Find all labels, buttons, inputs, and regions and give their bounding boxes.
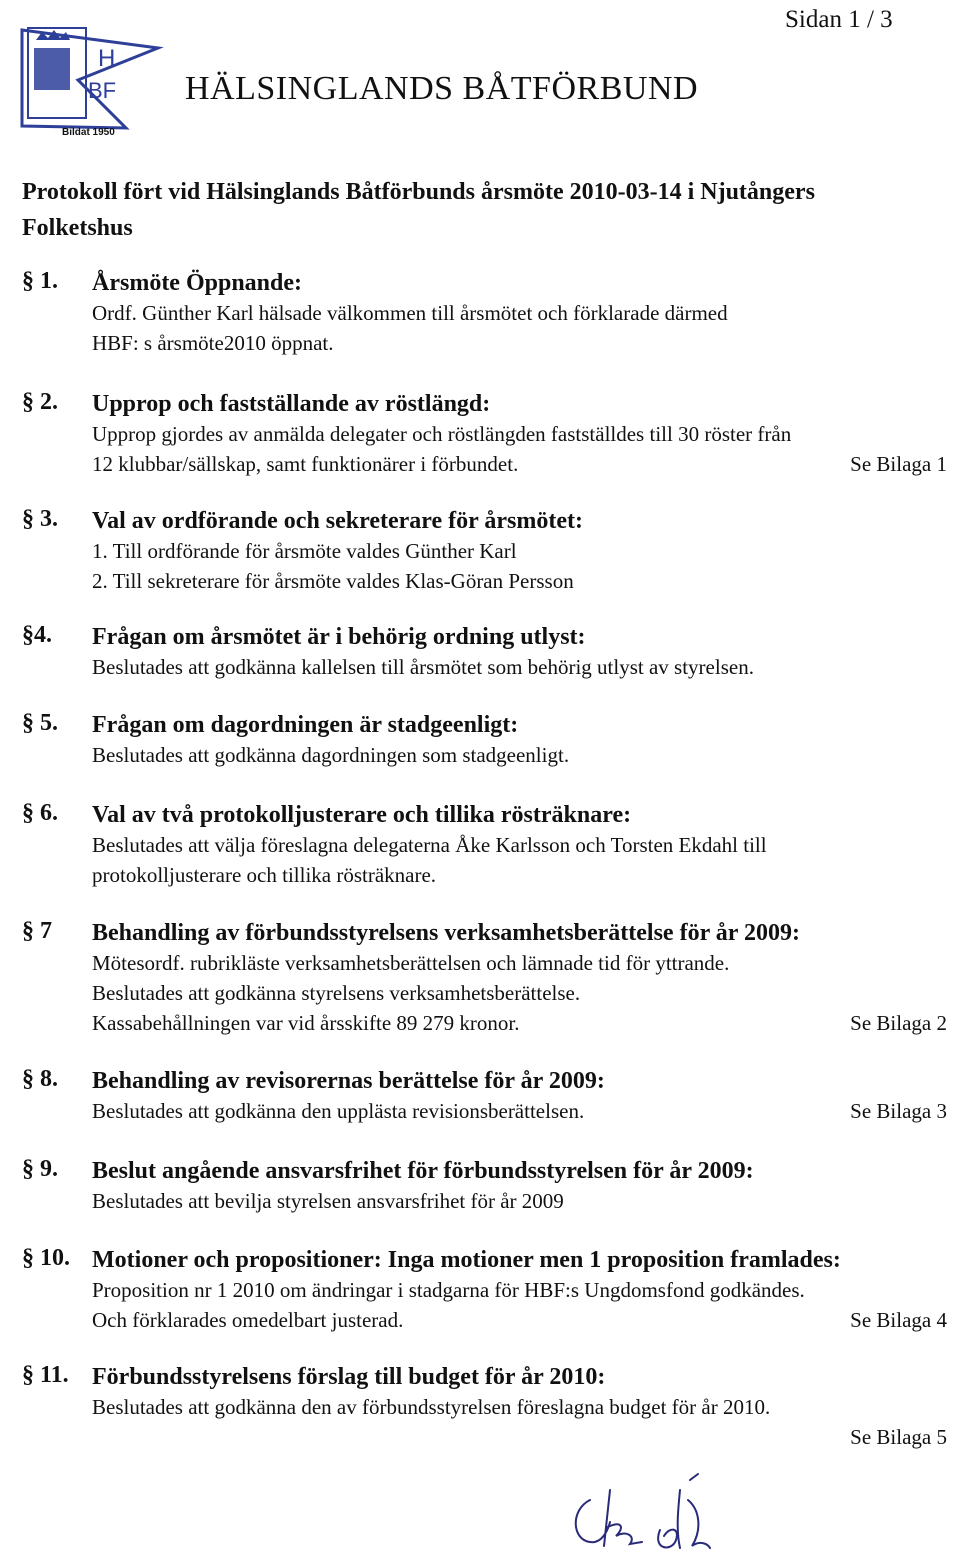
section-line: Beslutades att bevilja styrelsen ansvarsfrihet för år 2009 (92, 1189, 564, 1213)
section-line (92, 1305, 947, 1335)
section-line (92, 449, 947, 479)
section-line: Beslutades att godkänna styrelsens verksamhetsberättelse. (92, 981, 581, 1005)
attachment-ref: Se Bilaga 2 (850, 1011, 947, 1035)
section-title: Årsmöte Öppnande: (92, 270, 303, 296)
section-line: 2. Till sekreterare för årsmöte valdes Klas-Göran Persson (92, 569, 574, 593)
section-line-text: Kassabehållningen var vid årsskifte 89 279 kronor. (92, 1011, 520, 1035)
section-line: 1. Till ordförande för årsmöte valdes Günther Karl (92, 539, 517, 563)
document-heading (22, 174, 942, 246)
attachment-ref: Se Bilaga 1 (850, 452, 947, 476)
section-line: Mötesordf. rubrikläste verksamhetsberättelsen och lämnade tid för yttrande. (92, 951, 730, 975)
heading-line-2: Folketshus (22, 215, 133, 241)
section-title: Frågan om årsmötet är i behörig ordning utlyst: (92, 624, 586, 650)
attachment-ref: Se Bilaga 5 (850, 1425, 947, 1449)
heading-line-1: Protokoll fört vid Hälsinglands Båtförbunds årsmöte 2010-03-14 i Njutångers (22, 179, 815, 205)
section-number: § 1. (22, 268, 58, 294)
section-line: Proposition nr 1 2010 om ändringar i stadgarna för HBF:s Ungdomsfond godkändes. (92, 1278, 805, 1302)
section-number: § 6. (22, 800, 58, 826)
section-title: Upprop och fastställande av röstlängd: (92, 391, 491, 417)
section-line-text: Beslutades att godkänna den upplästa revisionsberättelsen. (92, 1099, 585, 1123)
section-title: Motioner och propositioner: Inga motioner men 1 proposition framlades: (92, 1247, 841, 1273)
section-line: Beslutades att välja föreslagna delegaterna Åke Karlsson och Torsten Ekdahl till (92, 833, 767, 857)
attachment-ref: Se Bilaga 3 (850, 1099, 947, 1123)
org-title: HÄLSINGLANDS BÅTFÖRBUND (185, 70, 699, 107)
section-title: Behandling av förbundsstyrelsens verksamhetsberättelse för år 2009: (92, 920, 800, 946)
section-line-text: Och förklarades omedelbart justerad. (92, 1308, 404, 1332)
section-line (92, 1008, 947, 1038)
section-line: Beslutades att godkänna dagordningen som stadgeenligt. (92, 743, 570, 767)
logo-letters-bf: BF (88, 78, 117, 103)
section-title: Val av ordförande och sekreterare för årsmötet: (92, 508, 583, 534)
logo-letter-h: H (98, 45, 116, 72)
section-line: Ordf. Günther Karl hälsade välkommen till årsmötet och förklarade därmed (92, 301, 728, 325)
page-number: Sidan 1 / 3 (785, 6, 893, 33)
section-number: § 8. (22, 1066, 58, 1092)
section-line: protokolljusterare och tillika rösträknare. (92, 863, 437, 887)
section-number: § 11. (22, 1362, 69, 1388)
section-title: Förbundsstyrelsens förslag till budget för år 2010: (92, 1364, 606, 1390)
section-number: § 5. (22, 710, 58, 736)
logo-founded: Bildat 1950 (62, 127, 115, 138)
section-line: Beslutades att godkänna kallelsen till årsmötet som behörig utlyst av styrelsen. (92, 655, 754, 679)
section-line: HBF: s årsmöte2010 öppnat. (92, 331, 334, 355)
section-number: § 3. (22, 506, 58, 532)
section-title: Val av två protokolljusterare och tillika rösträknare: (92, 802, 632, 828)
section-title: Frågan om dagordningen är stadgeenligt: (92, 712, 519, 738)
section-line: Beslutades att godkänna den av förbundsstyrelsen föreslagna budget för år 2010. (92, 1395, 771, 1419)
section-title: Behandling av revisorernas berättelse för år 2009: (92, 1068, 605, 1094)
section-line (92, 1096, 947, 1126)
section-line (92, 1422, 947, 1452)
attachment-ref: Se Bilaga 4 (850, 1308, 947, 1332)
section-line: Upprop gjordes av anmälda delegater och röstlängden fastställdes till 30 röster från (92, 422, 792, 446)
section-number: §4. (22, 622, 52, 648)
handwritten-initials (560, 1470, 740, 1555)
section-number: § 2. (22, 389, 58, 415)
section-line-text: 12 klubbar/sällskap, samt funktionärer i förbundet. (92, 452, 519, 476)
section-title: Beslut angående ansvarsfrihet för förbundsstyrelsen för år 2009: (92, 1158, 754, 1184)
section-number: § 10. (22, 1245, 70, 1271)
org-logo (18, 18, 168, 138)
section-number: § 9. (22, 1156, 58, 1182)
section-number: § 7 (22, 918, 52, 944)
